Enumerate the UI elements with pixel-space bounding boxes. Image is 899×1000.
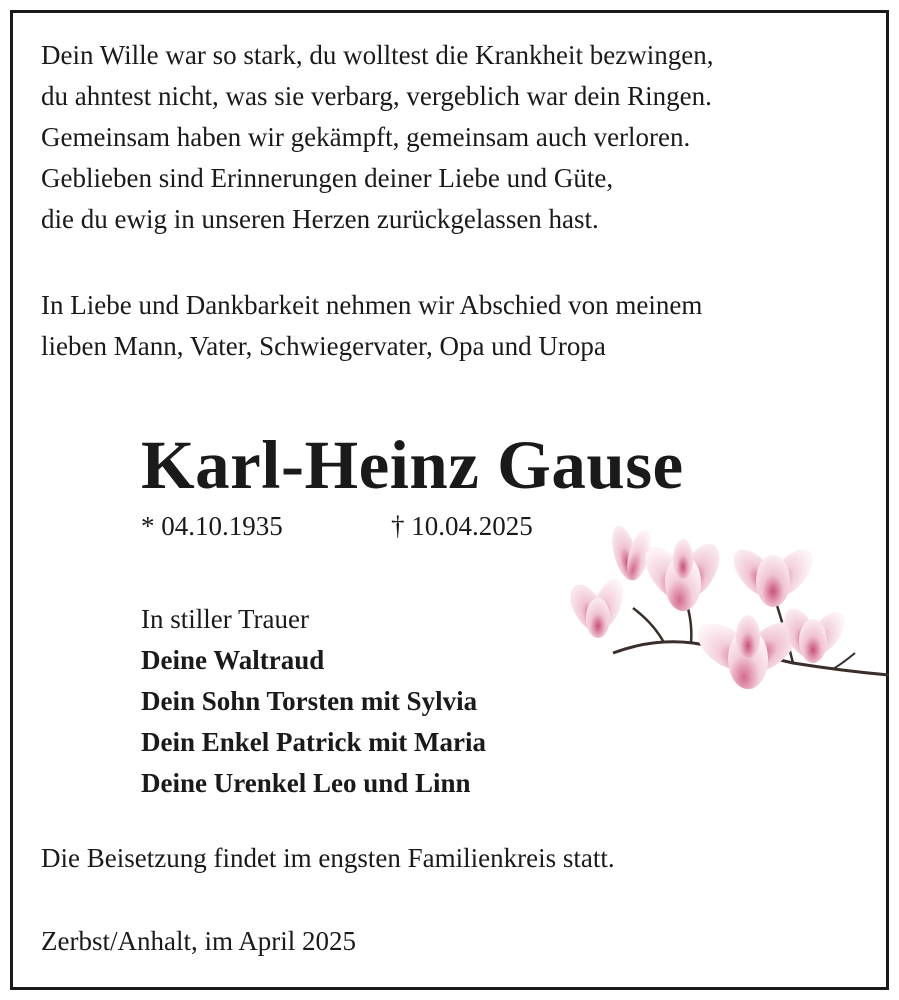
obituary-frame xyxy=(10,10,889,990)
intro-text xyxy=(41,285,702,367)
mourner-name: Dein Enkel Patrick mit Maria xyxy=(141,727,486,757)
poem-line: Gemeinsam haben wir gekämpft, gemeinsam auch verloren. xyxy=(41,122,691,152)
burial-note: Die Beisetzung findet im engsten Familienkreis statt. xyxy=(41,843,615,873)
poem-line: die du ewig in unseren Herzen zurückgelassen hast. xyxy=(41,204,599,234)
poem-line: Geblieben sind Erinnerungen deiner Liebe und Güte, xyxy=(41,163,614,193)
birth-date: * 04.10.1935 xyxy=(141,511,283,541)
mourner-name: Deine Urenkel Leo und Linn xyxy=(141,768,471,798)
mourner-name: Dein Sohn Torsten mit Sylvia xyxy=(141,686,478,716)
death-date: † 10.04.2025 xyxy=(391,511,533,541)
mourner-name: Deine Waltraud xyxy=(141,645,325,675)
mourners xyxy=(141,599,486,804)
place-date: Zerbst/Anhalt, im April 2025 xyxy=(41,926,356,956)
poem-line: du ahntest nicht, was sie verbarg, vergeblich war dein Ringen. xyxy=(41,81,712,111)
poem xyxy=(41,35,714,240)
intro-line: lieben Mann, Vater, Schwiegervater, Opa und Uropa xyxy=(41,331,606,361)
deceased-name: Karl-Heinz Gause xyxy=(141,427,684,503)
poem-line: Dein Wille war so stark, du wolltest die Krankheit bezwingen, xyxy=(41,40,714,70)
mourners-heading: In stiller Trauer xyxy=(141,604,309,634)
magnolia-branch-icon xyxy=(543,513,889,713)
intro-line: In Liebe und Dankbarkeit nehmen wir Abschied von meinem xyxy=(41,290,703,320)
